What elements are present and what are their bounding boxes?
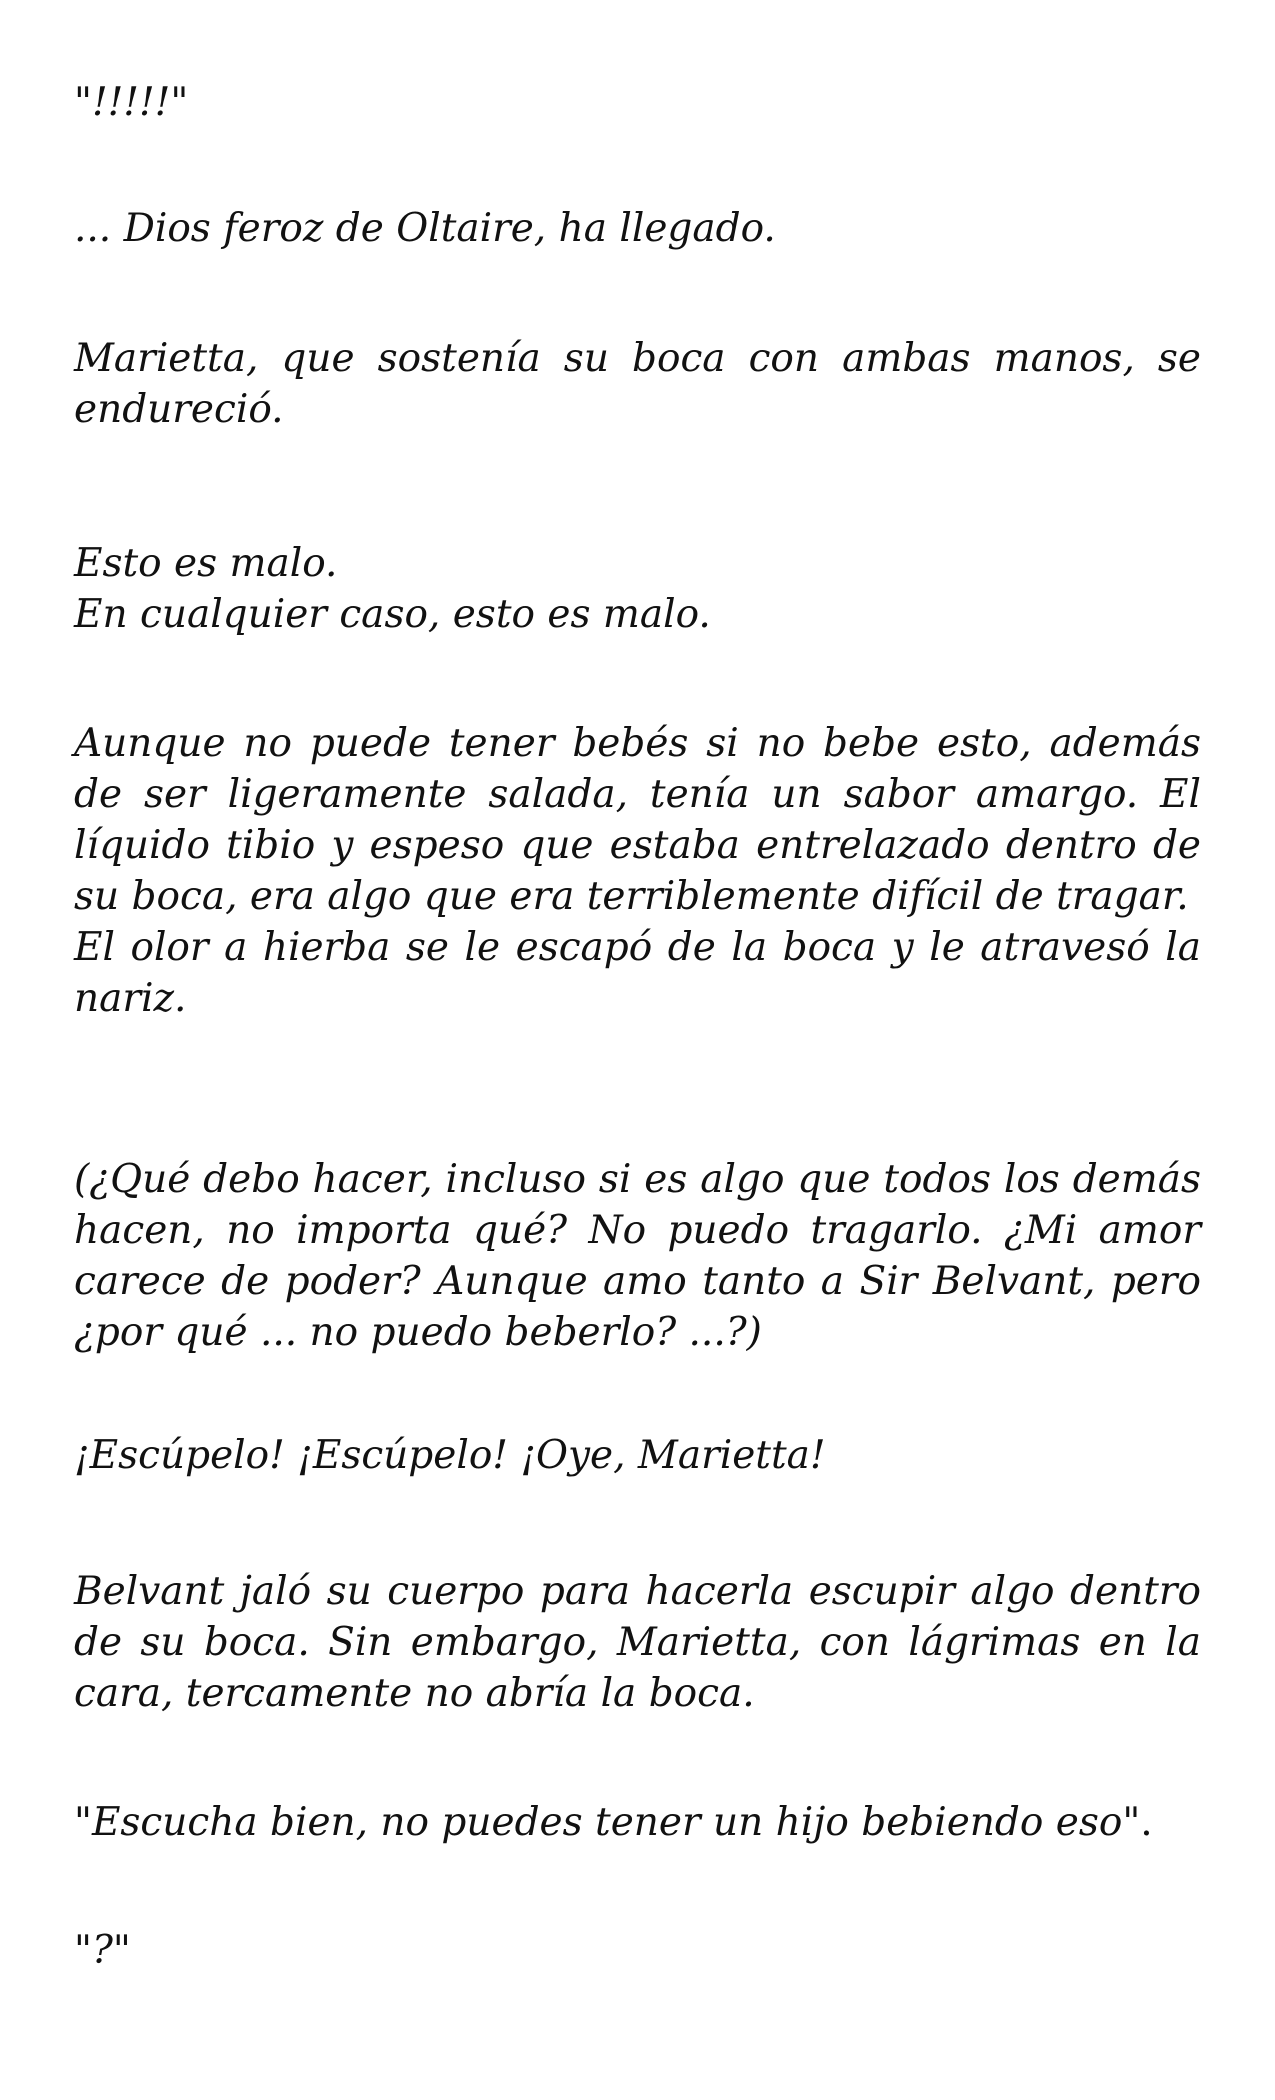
- open-quote: ": [74, 1928, 92, 1973]
- open-quote: ": [74, 80, 92, 125]
- this-is-bad-line-1: Esto es malo.: [74, 541, 338, 586]
- paragraph-inner-thoughts: (¿Qué debo hacer, incluso si es algo que todos los demás hacen, no importa qué? No puedo tragarlo. ¿Mi amor carece de poder? Aunque amo tanto a Sir Belvant, pero ¿por qué ... no puedo beberlo? ...?): [74, 1157, 1201, 1355]
- bitter-taste-text: Aunque no puede tener bebés si no bebe esto, además de ser ligeramente salada, tenía un sabor amargo. El líquido tibio y espeso que estaba entrelazado dentro de su boca, era algo que era terriblemente difícil de tragar.: [74, 721, 1201, 919]
- paragraph-marietta-stiffened: Marietta, que sostenía su boca con ambas manos, se endureció.: [74, 336, 1201, 432]
- paragraph-listen-well: [74, 1797, 1201, 1848]
- close-quote: ": [170, 80, 189, 125]
- document-page: [74, 0, 1201, 2100]
- close-quote: ".: [1122, 1800, 1153, 1845]
- paragraph-spit-it-out: ¡Escúpelo! ¡Escúpelo! ¡Oye, Marietta!: [74, 1433, 826, 1478]
- question-text: ?: [91, 1928, 113, 1973]
- open-quote: ": [74, 1800, 92, 1845]
- close-quote: ": [112, 1928, 131, 1973]
- grass-smell-text: El olor a hierba se le escapó de la boca y le atravesó la nariz.: [74, 925, 1201, 1021]
- paragraph-god-arrives: ... Dios feroz de Oltaire, ha llegado.: [74, 206, 776, 251]
- exclamation-text: !!!!!: [91, 80, 171, 125]
- exclamation-line: [74, 77, 1201, 128]
- paragraph-bitter-taste: [74, 718, 1201, 1024]
- question-line: [74, 1925, 1201, 1976]
- listen-well-text: Escucha bien, no puedes tener un hijo bebiendo eso: [91, 1800, 1123, 1845]
- paragraph-this-is-bad: [74, 538, 1201, 640]
- this-is-bad-line-2: En cualquier caso, esto es malo.: [74, 592, 711, 637]
- paragraph-belvant-pulled: Belvant jaló su cuerpo para hacerla escupir algo dentro de su boca. Sin embargo, Marietta, con lágrimas en la cara, tercamente no abría la boca.: [74, 1569, 1201, 1716]
